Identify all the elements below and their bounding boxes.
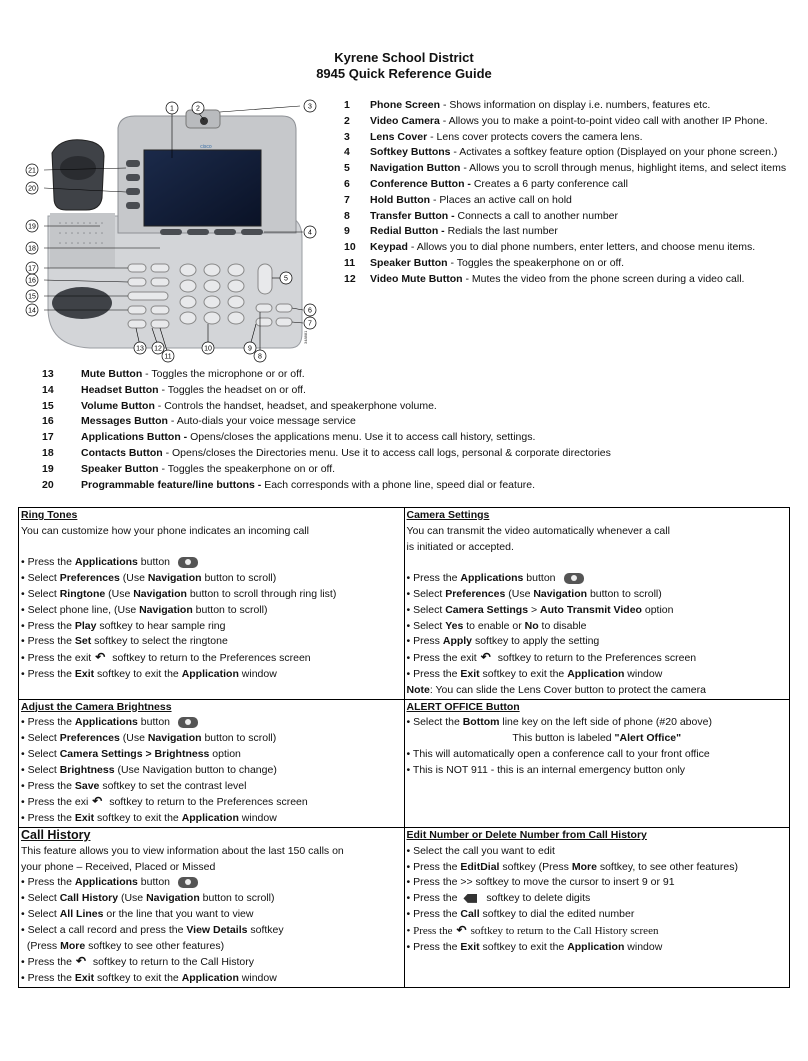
- svg-text:8: 8: [258, 353, 262, 361]
- svg-text:3: 3: [308, 103, 312, 111]
- section-title: Camera Settings: [406, 509, 490, 521]
- doc-subtitle: 8945 Quick Reference Guide: [316, 66, 492, 81]
- list-item: 5 Navigation Button - Allows you to scroll through menus, highlight items, and select items: [344, 162, 787, 175]
- edit-number-cell: Edit Number or Delete Number from Call History • Select the call you want to edit • Press the EditDial softkey (Press More softkey, to see other features) • Press the >> softkey to move the cursor to insert 9 or 91 • Press the softkey to delete digits • Press the Call softkey to dial the edited number • Press the ↶ softkey to return to the Call History screen • Press the Exit softkey to exit the Application window: [404, 827, 790, 987]
- list-item: 2 Video Camera - Allows you to make a point-to-point video call with another IP Phone.: [344, 114, 768, 127]
- phone-illustration: [20, 98, 325, 363]
- back-arrow-icon: ↶: [456, 922, 467, 937]
- figure-code: 348881: [303, 330, 308, 344]
- list-item: 1 Phone Screen - Shows information on display i.e. numbers, features etc.: [344, 99, 711, 111]
- section-title: ALERT OFFICE Button: [406, 700, 520, 713]
- list-item: 3 Lens Cover - Lens cover protects covers the camera lens.: [344, 130, 643, 143]
- speaker-grille: [50, 213, 115, 268]
- back-arrow-icon: ↶: [95, 650, 106, 665]
- svg-text:6: 6: [308, 307, 312, 315]
- list-item: 18 Contacts Button - Opens/closes the Directories menu. Use it to access call logs, personal & corporate directories: [42, 446, 611, 459]
- svg-text:13: 13: [136, 345, 144, 353]
- svg-text:19: 19: [28, 223, 36, 231]
- section-title: Ring Tones: [21, 509, 78, 521]
- list-item: 7 Hold Button - Places an active call on hold: [344, 193, 572, 206]
- svg-text:15: 15: [28, 293, 36, 301]
- section-title: Call History: [21, 827, 91, 842]
- svg-text:17: 17: [28, 265, 36, 273]
- list-item: 15 Volume Button - Controls the handset, headset, and speakerphone volume.: [42, 399, 437, 412]
- phone-screen: [144, 150, 261, 226]
- backspace-icon: [463, 894, 477, 903]
- svg-text:20: 20: [28, 185, 36, 193]
- component-list-left: [42, 367, 611, 493]
- svg-text:11: 11: [164, 353, 172, 361]
- svg-text:18: 18: [28, 245, 36, 253]
- section-title: Edit Number or Delete Number from Call History: [406, 828, 647, 841]
- handset-earpiece: [52, 287, 112, 319]
- list-item: 9 Redial Button - Redials the last number: [344, 225, 558, 238]
- applications-icon: [178, 557, 198, 568]
- brand-logo: cisco: [200, 144, 212, 150]
- applications-icon: [178, 717, 198, 728]
- applications-icon: [564, 573, 584, 584]
- back-arrow-icon: ↶: [75, 954, 87, 969]
- back-arrow-icon: ↶: [92, 794, 103, 809]
- instruction-table: [18, 507, 790, 988]
- list-item: 20 Programmable feature/line buttons - Each corresponds with a phone line, speed dial or feature.: [42, 478, 536, 491]
- svg-text:12: 12: [154, 345, 162, 353]
- applications-icon: [178, 877, 198, 888]
- back-arrow-icon: ↶: [480, 650, 491, 665]
- svg-text:9: 9: [248, 345, 252, 353]
- section-title: Adjust the Camera Brightness: [21, 700, 172, 713]
- list-item: 10 Keypad - Allows you to dial phone numbers, enter letters, and choose menu items.: [344, 241, 756, 254]
- svg-text:2: 2: [196, 105, 200, 113]
- svg-text:4: 4: [308, 229, 312, 237]
- ring-tones-cell: Ring Tones You can customize how your phone indicates an incoming call • Press the Applications button • Select Preferences (Use Navigation button to scroll) • Select Ringtone (Use Navigation button to scroll through ring list) • Select phone line, (Use Navigation button to scroll) • Press the Play softkey to hear sample ring • Press the Set softkey to select the ringtone • Press the exit ↶ softkey to return to the Preferences screen • Press the Exit softkey to exit the Application window: [19, 508, 405, 700]
- svg-text:10: 10: [204, 345, 212, 353]
- call-history-cell: Call History This feature allows you to view information about the last 150 calls on your phone – Received, Placed or Missed • Press the Applications button • Select Call History (Use Navigation button to scroll) • Select All Lines or the line that you want to view • Select a call record and press the View Details softkey (Press More softkey to see other features) • Press the ↶ softkey to return to the Call History • Press the Exit softkey to exit the Application window: [19, 827, 405, 987]
- doc-title: Kyrene School District: [334, 50, 474, 65]
- list-item: 16 Messages Button - Auto-dials your voice message service: [42, 415, 356, 428]
- list-item: 19 Speaker Button - Toggles the speakerphone on or off.: [42, 462, 336, 475]
- navigation-button: [258, 264, 272, 294]
- camera-settings-cell: Camera Settings You can transmit the video automatically whenever a call is initiated or accepted. • Press the Applications button • Select Preferences (Use Navigation button to scroll) • Select Camera Settings > Auto Transmit Video option • Select Yes to enable or No to disable • Press Apply softkey to apply the setting • Press the exit ↶ softkey to return to the Preferences screen • Press the Exit softkey to exit the Application window Note: You can slide the Lens Cover button to protect the camera: [404, 508, 790, 700]
- list-item: 13 Mute Button - Toggles the microphone or or off.: [42, 368, 305, 380]
- list-item: 4 Softkey Buttons - Activates a softkey feature option (Displayed on your phone screen.): [344, 146, 778, 159]
- brightness-cell: Adjust the Camera Brightness • Press the Applications button • Select Preferences (Use Navigation button to scroll) • Select Camera Settings > Brightness option • Select Brightness (Use Navigation button to change) • Press the Save softkey to set the contrast level • Press the exi ↶ softkey to return to the Preferences screen • Press the Exit softkey to exit the Application window: [19, 699, 405, 827]
- list-item: 6 Conference Button - Creates a 6 party conference call: [344, 177, 628, 190]
- list-item: 17 Applications Button - Opens/closes the applications menu. Use it to access call history, settings.: [42, 431, 536, 444]
- svg-text:16: 16: [28, 277, 36, 285]
- alert-office-cell: ALERT OFFICE Button • Select the Bottom line key on the left side of phone (#20 above) This button is labeled "Alert Office" • This will automatically open a conference call to your front office • This is NOT 911 - this is an internal emergency button only: [404, 699, 790, 827]
- svg-text:5: 5: [284, 275, 288, 283]
- svg-text:1: 1: [170, 105, 174, 113]
- camera-lens: [200, 117, 208, 125]
- svg-text:14: 14: [28, 307, 36, 315]
- list-item: 12 Video Mute Button - Mutes the video from the phone screen during a video call.: [344, 272, 745, 285]
- list-item: 8 Transfer Button - Connects a call to another number: [344, 209, 619, 222]
- list-item: 14 Headset Button - Toggles the headset on or off.: [42, 383, 306, 396]
- component-list-right: [344, 98, 786, 288]
- svg-text:21: 21: [28, 167, 36, 175]
- list-item: 11 Speaker Button - Toggles the speakerphone on or off.: [344, 256, 625, 269]
- svg-text:7: 7: [308, 320, 312, 328]
